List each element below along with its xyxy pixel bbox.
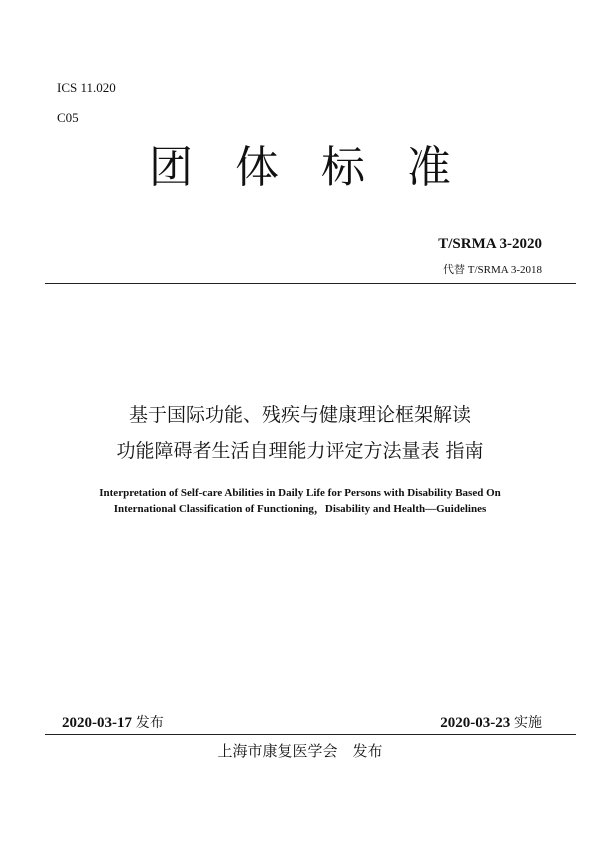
implementation-date <box>440 712 542 732</box>
issue-date-value: 2020-03-17 <box>62 715 132 731</box>
chinese-title-line-1: 基于国际功能、残疾与健康理论框架解读 <box>128 404 471 426</box>
publisher: 上海市康复医学会 发布 <box>217 742 383 760</box>
top-divider <box>45 283 576 284</box>
implementation-label: 实施 <box>514 715 542 731</box>
ics-code: ICS 11.020 <box>57 80 116 95</box>
replaces-standard: 代替 T/SRMA 3-2018 <box>442 264 542 276</box>
english-title-line-2: International Classification of Functioning，Disability and Health—Guidelines <box>113 503 487 515</box>
bottom-divider <box>45 734 576 735</box>
english-title-line-1: Interpretation of Self-care Abilities in Daily Life for Persons with Disability Based On <box>99 487 501 499</box>
implementation-date-value: 2020-03-23 <box>440 715 511 731</box>
issue-date <box>62 712 164 732</box>
document-type-heading: 团体标准 <box>149 142 493 193</box>
standard-number: T/SRMA 3-2020 <box>438 236 542 252</box>
issue-label: 发布 <box>135 715 164 731</box>
chinese-title-line-2: 功能障碍者生活自理能力评定方法量表 指南 <box>116 440 484 462</box>
ccs-code: C05 <box>57 110 79 125</box>
